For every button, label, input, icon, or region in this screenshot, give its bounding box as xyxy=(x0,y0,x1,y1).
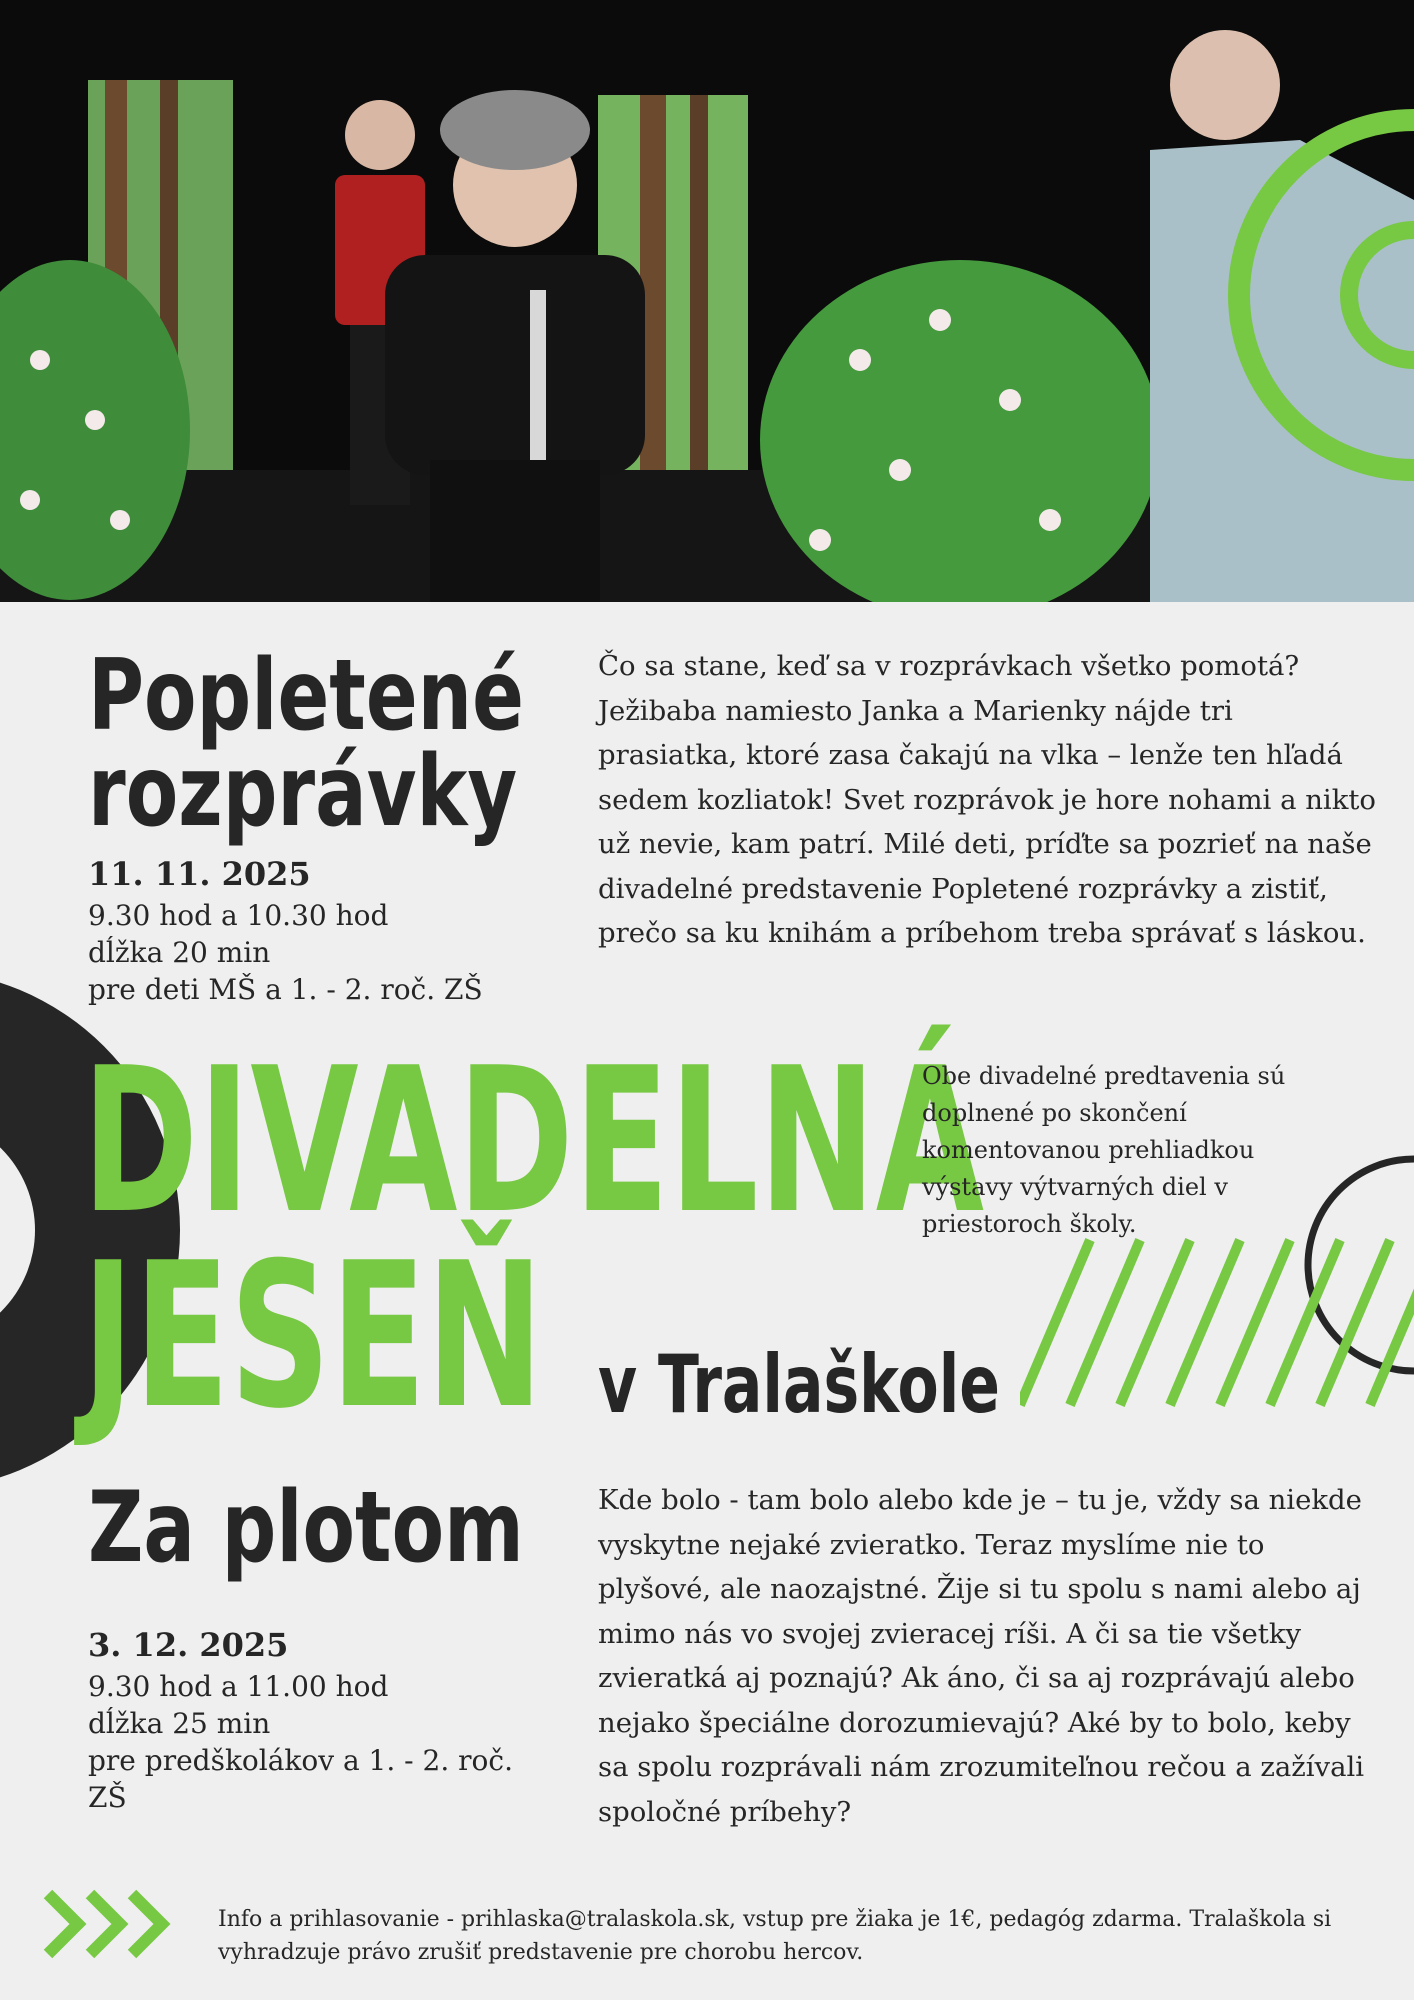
show1-duration: dĺžka 20 min xyxy=(88,936,271,969)
show2-audience-line1: pre predškolákov a 1. - 2. roč. xyxy=(88,1744,513,1777)
hero-photo xyxy=(0,0,1414,602)
show1-title-line1: Popletené xyxy=(88,639,524,753)
show2-info xyxy=(88,1668,513,1816)
headline-line2: JESEŇ xyxy=(82,1220,544,1453)
show2-time: 9.30 hod a 11.00 hod xyxy=(88,1670,389,1703)
show1-description: Čo sa stane, keď sa v rozprávkach všetko pomotá? Ježibaba namiesto Janka a Marienky nájde tri prasiatka, ktoré zasa čakajú na vlka – lenže ten hľadá sedem kozliatok! Svet rozprávok je hore nohami a nikto už nevie, kam patrí. Milé deti, príďte sa pozrieť na naše divadelné predstavenie Popletené rozprávky a zistiť, prečo sa ku knihám a príbehom treba správať s láskou. xyxy=(598,650,1376,949)
show2-duration: dĺžka 25 min xyxy=(88,1707,271,1740)
show1-audience: pre deti MŠ a 1. - 2. roč. ZŠ xyxy=(88,973,483,1006)
show2-description: Kde bolo - tam bolo alebo kde je – tu je, vždy sa niekde vyskytne nejaké zvieratko. Teraz myslíme nie to plyšové, ale naozajstné. Žije si tu spolu s nami alebo aj mimo nás vo svojej zvieracej ríši. A či sa tie všetky zvieratká aj poznajú? Ak áno, či sa aj rozprávajú alebo nejako špeciálne dorozumievajú? Aké by to bolo, keby sa spolu rozprávali nám zrozumiteľnou rečou a zažívali spoločné príbehy? xyxy=(598,1484,1365,1828)
side-note: Obe divadelné predtavenia sú doplnené po skončení komentovanou prehliadkou výstavy výtvarných diel v priestoroch školy. xyxy=(922,1062,1286,1238)
footer-info: Info a prihlasovanie - prihlaska@tralaskola.sk, vstup pre žiaka je 1€, pedagóg zdarma. Tralaškola si vyhradzuje právo zrušiť predstavenie pre chorobu hercov. xyxy=(218,1907,1332,1965)
show2-audience-line2: ZŠ xyxy=(88,1781,127,1814)
green-stripes-decoration xyxy=(1020,1230,1414,1410)
show1-info xyxy=(88,897,483,1008)
show1-date: 11. 11. 2025 xyxy=(88,855,311,893)
show1-time: 9.30 hod a 10.30 hod xyxy=(88,899,389,932)
show1-title-line2: rozprávky xyxy=(88,735,518,850)
show2-title: Za plotom xyxy=(88,1471,524,1585)
headline-subtitle: v Tralaškole xyxy=(598,1338,1000,1431)
show1-title xyxy=(88,639,524,850)
chevrons-right-icon xyxy=(42,1888,182,1960)
theater-stage-photo-icon xyxy=(0,0,1414,602)
show2-date: 3. 12. 2025 xyxy=(88,1626,289,1664)
headline-line1: DIVADELNÁ xyxy=(82,1025,985,1258)
